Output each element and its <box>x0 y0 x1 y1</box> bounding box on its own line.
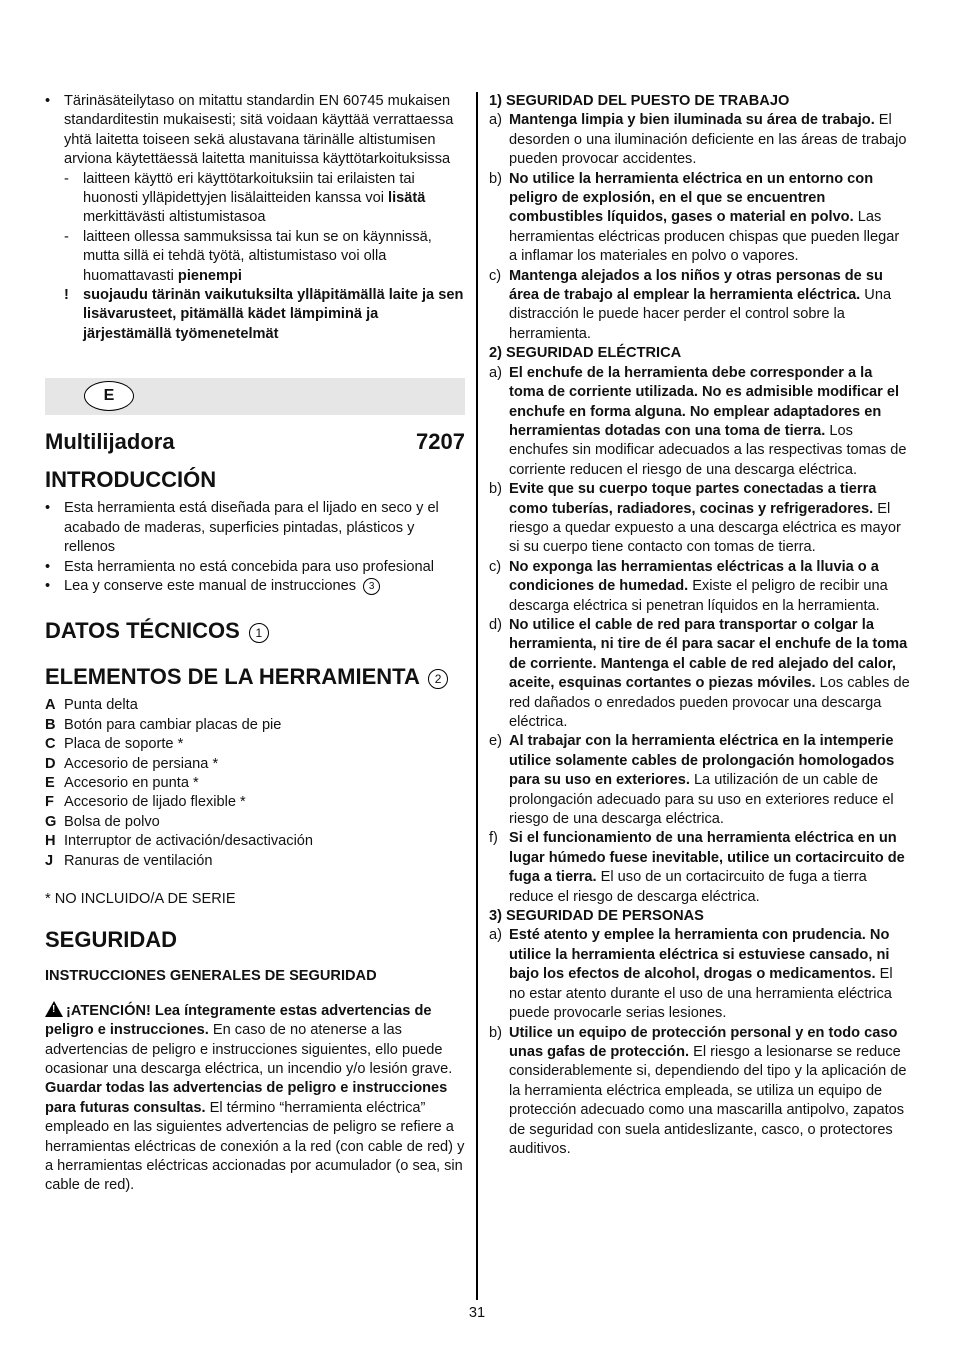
figure-ref-2: 2 <box>428 669 448 689</box>
figure-ref-3: 3 <box>363 578 380 595</box>
left-column <box>45 92 465 1196</box>
list-item: F Accesorio de lijado flexible * <box>45 794 246 811</box>
fi-vibration-bullet: • Tärinäsäteilytaso on mitattu standardin EN 60745 mukaisen standarditestin mukaisesti; sitä voidaan käyttää verrattaessa yhtä laitetta toiseen sekä alustavana tärinälle altistumisen arviona käytettäessä laitetta manituissa käyttötarkoituksissa <box>45 92 465 170</box>
elementos-heading: ELEMENTOS DE LA HERRAMIENTA 2 <box>45 664 465 690</box>
list-item: a) Mantenga limpia y bien iluminada su área de trabajo. El desorden o una iluminación deficiente en las áreas de trabajo pueden provocar accidentes. <box>489 112 907 168</box>
intro-item: • Esta herramienta está diseñada para el lijado en seco y el acabado de maderas, superficies pintadas, plásticos y rellenos <box>45 499 465 557</box>
list-item: H Interruptor de activación/desactivación <box>45 833 314 850</box>
model-number: 7207 <box>416 429 465 455</box>
list-item: G Bolsa de polvo <box>45 813 160 830</box>
list-item: b) Utilice un equipo de protección personal y en todo caso unas gafas de protección. El riesgo a lesionarse se reduce considerablemente si, dependiendo del tipo y la aplicación de la herramienta eléctrica empleada, se utiliza un equipo de protección adecuado como una mascarilla antipolvo, zapatos de seguridad con suela antideslizante, casco, o protectores auditivos. <box>489 1024 907 1157</box>
fi-sub-item-1: - laitteen käyttö eri käyttötarkoituksiin tai erilaisten tai huonosti ylläpidettyjen lisälaitteiden kanssa voi lisätä merkittävästi altistumistasoa <box>64 170 426 226</box>
datos-heading: DATOS TÉCNICOS 1 <box>45 618 465 644</box>
list-item: c) No exponga las herramientas eléctricas a la lluvia o a condiciones de humedad. Existe el peligro de recibir una descarga eléctrica si penetran líquidos en la herramienta. <box>489 558 888 614</box>
list-item: a) Esté atento y emplee la herramienta con prudencia. No utilice la herramienta eléctrica si estuviese cansado, ni bajo los efectos de alcohol, drogas o medicamentos. El no estar atento durante el uso de una herramienta eléctrica puede provocarle serias lesiones. <box>489 927 893 1022</box>
intro-heading: INTRODUCCIÓN <box>45 467 217 493</box>
list-item: f) Si el funcionamiento de una herramienta eléctrica en un lugar húmedo fuese inevitable, utilice un cortacircuito de fuga a tierra. El uso de un cortacircuito de fuga a tierra reduce el riesgo de descarga eléctrica. <box>489 830 905 905</box>
section-heading: 1) SEGURIDAD DEL PUESTO DE TRABAJO <box>489 93 790 109</box>
section-heading: 3) SEGURIDAD DE PERSONAS <box>489 908 704 925</box>
intro-item: • Esta herramienta no está concebida para uso profesional <box>45 558 465 577</box>
figure-ref-1: 1 <box>249 623 269 643</box>
language-bar <box>45 378 465 415</box>
list-item: c) Mantenga alejados a los niños y otras personas de su área de trabajo al emplear la herramienta eléctrica. Una distracción le puede hacer perder el control sobre la herramienta. <box>489 267 892 342</box>
language-badge: E <box>84 381 134 411</box>
page-number: 31 <box>468 1305 486 1321</box>
list-item: a) El enchufe de la herramienta debe corresponder a la toma de corriente utilizada. No es admisible modificar el enchufe en forma alguna. No emplear adaptadores en herramientas dotadas con una toma de tierra. Los enchufes sin modificar adecuados a las respectivas tomas de corriente reducen el riesgo de una descarga eléctrica. <box>489 364 907 478</box>
model-heading <box>45 429 465 455</box>
list-item: d) No utilice el cable de red para transportar o colgar la herramienta, ni tire de él para sacar el enchufe de la toma de corriente. Mantenga el cable de red alejado del calor, aceite, esquinas cortantes o piezas móviles. Los cables de red dañados o enredados pueden provocar una descarga eléctrica. <box>489 616 910 730</box>
column-divider <box>476 92 478 1300</box>
section-heading: 2) SEGURIDAD ELÉCTRICA <box>489 345 682 362</box>
list-item: A Punta delta <box>45 697 138 714</box>
list-item: D Accesorio de persiana * <box>45 755 219 772</box>
footnote: * NO INCLUIDO/A DE SERIE <box>45 890 236 907</box>
parts-list <box>45 696 465 871</box>
list-item: e) Al trabajar con la herramienta eléctrica en la intemperie utilice solamente cables de prolongación homologados para su uso en exteriores. La utilización de un cable de prolongación adecuado para su uso en exteriores reduce el riesgo de una descarga eléctrica. <box>489 733 895 828</box>
warning-triangle-icon: ! <box>45 1001 63 1017</box>
list-item: b) Evite que su cuerpo toque partes conectadas a tierra como tuberías, radiadores, cocinas y refrigeradores. El riesgo a quedar expuesto a una descarga eléctrica es mayor si su cuerpo tiene contacto con tomas de tierra. <box>489 481 901 556</box>
model-name: Multilijadora <box>45 429 175 455</box>
list-item: b) No utilice la herramienta eléctrica en un entorno con peligro de explosión, en el que se encuentren combustibles líquidos, gases o material en polvo. Las herramientas eléctricas producen chispas que pueden llegar a inflamar los materiales en polvo o vapores. <box>489 170 900 265</box>
right-column <box>489 92 911 1159</box>
intro-item: • Lea y conserve este manual de instrucciones 3 <box>45 577 465 596</box>
list-item: C Placa de soporte * <box>45 736 184 753</box>
list-item: J Ranuras de ventilación <box>45 852 213 869</box>
attention-paragraph: ! ¡ATENCIÓN! Lea íntegramente estas advertencias de peligro e instrucciones. En caso de no atenerse a las advertencias de peligro e instrucciones siguientes, ello puede ocasionar una descarga eléctrica, un incendio y/o lesión grave. Guardar todas las advertencias de peligro e instrucciones para futuras consultas. El término “herramienta eléctrica” empleado en las siguientes advertencias de peligro se refiere a herramientas eléctricas de conexión a la red (con cable de red) y a herramientas eléctricas accionadas por acumulador (o sea, sin cable de red). <box>45 1002 465 1194</box>
list-item: B Botón para cambiar placas de pie <box>45 716 282 733</box>
seguridad-heading: SEGURIDAD <box>45 927 178 953</box>
fi-sub-item-2: - laitteen ollessa sammuksissa tai kun se on käynnissä, mutta sillä ei tehdä työtä, altistumistaso voi olla huomattavasti pienempi <box>64 228 432 284</box>
fi-warning-item: ! suojaudu tärinän vaikutuksilta ylläpitämällä laite ja sen lisävarusteet, pitämällä kädet lämpiminä ja järjestämällä työmenetelmät <box>64 287 464 342</box>
list-item: E Accesorio en punta * <box>45 774 199 791</box>
instructions-subheading: INSTRUCCIONES GENERALES DE SEGURIDAD <box>45 968 377 985</box>
